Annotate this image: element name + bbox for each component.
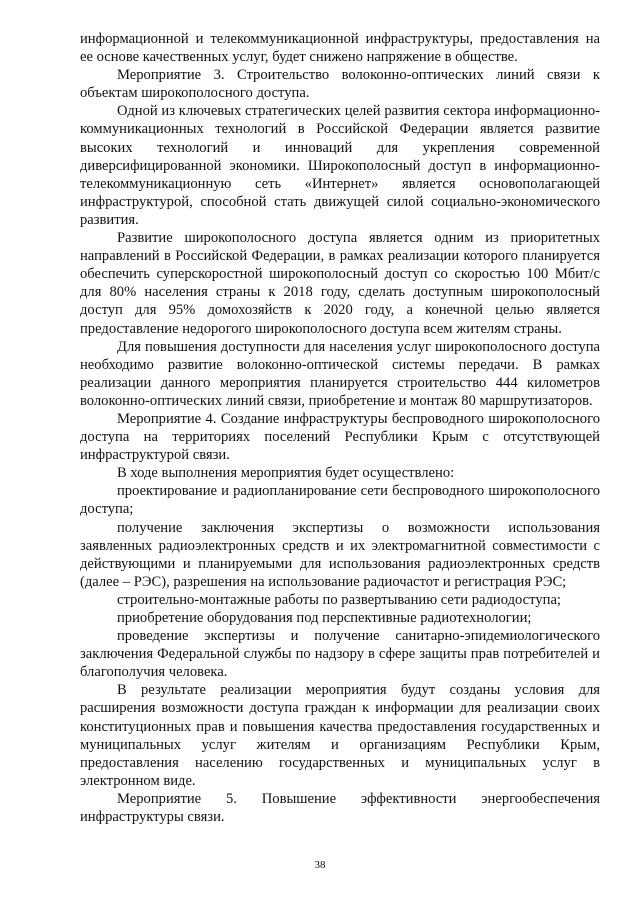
page-number: 38	[314, 859, 326, 871]
paragraph-list-intro: В ходе выполнения мероприятия будет осуществлено:	[117, 465, 455, 482]
paragraph-measure-3-heading: Мероприятие 3. Строительство волоконно-оптических линий связи к объектам широкополосного доступа.	[80, 67, 600, 102]
paragraph-broadband-priority: Развитие широкополосного доступа является одним из приоритетных направлений в Российской Федерации, в рамках реализации которого планируется обеспечить суперскоростной широкополосный доступ со скоростью 100 Мбит/с для 80% населения страны к 2018 году, сделать доступным широкополосный доступ для 95% домохозяйств к 2020 году, а конечной целью является предоставление недорогого широкополосного доступа всем жителям страны.	[80, 230, 600, 337]
list-item-sanitary: проведение экспертизы и получение санитарно-эпидемиологического заключения Федеральной службы по надзору в сфере защиты прав потребителей и благополучия человека.	[80, 628, 600, 681]
list-item-construction: строительно-монтажные работы по развертыванию сети радиодоступа;	[117, 591, 561, 608]
paragraph-result: В результате реализации мероприятия будут созданы условия для расширения возможности доступа граждан к информации для реализации своих конституционных прав и повышения качества предоставления государственных и муниципальных услуг жителям и организациям Республики Крым, предоставления населению государственных и муниципальных услуг в электронном виде.	[80, 682, 600, 789]
list-item-design: проектирование и радиопланирование сети беспроводного широкополосного доступа;	[80, 483, 600, 518]
paragraph-fiber-plan: Для повышения доступности для населения услуг широкополосного доступа необходимо развитие волоконно-оптической системы передачи. В рамках реализации данного мероприятия планируется строительство 444 километров волоконно-оптических линий связи, приобретение и монтаж 80 маршрутизаторов.	[80, 338, 600, 409]
paragraph-measure-4-heading: Мероприятие 4. Создание инфраструктуры беспроводного широкополосного доступа на территориях поселений Республики Крым с отсутствующей инфраструктурой связи.	[80, 410, 600, 464]
paragraph-continuation: информационной и телекоммуникационной инфраструктуры, предоставления на ее основе качественных услуг, будет снижено напряжение в обществе.	[80, 31, 600, 66]
paragraph-goals: Одной из ключевых стратегических целей развития сектора информационно-коммуникационных технологий в Российской Федерации является развитие высоких технологий и инноваций для укрепления современной диверсифицированной экономики. Широкополосный доступ в информационно-телекоммуникационную сеть «Интернет» является основополагающей инфраструктурой, способной стать движущей силой социально-экономического развития.	[80, 103, 600, 228]
list-item-expertise: получение заключения экспертизы о возможности использования заявленных радиоэлектронных средств и их электромагнитной совместимости с действующими и планируемыми для использования радиоэлектронных средств (далее – РЭС), разрешения на использование радиочастот и регистрация РЭС;	[80, 519, 600, 590]
paragraph-measure-5-heading: Мероприятие 5. Повышение эффективности энергообеспечения инфраструктуры связи.	[80, 790, 600, 826]
body-text	[80, 30, 600, 826]
list-item-equipment: приобретение оборудования под перспективные радиотехнологии;	[117, 610, 532, 626]
